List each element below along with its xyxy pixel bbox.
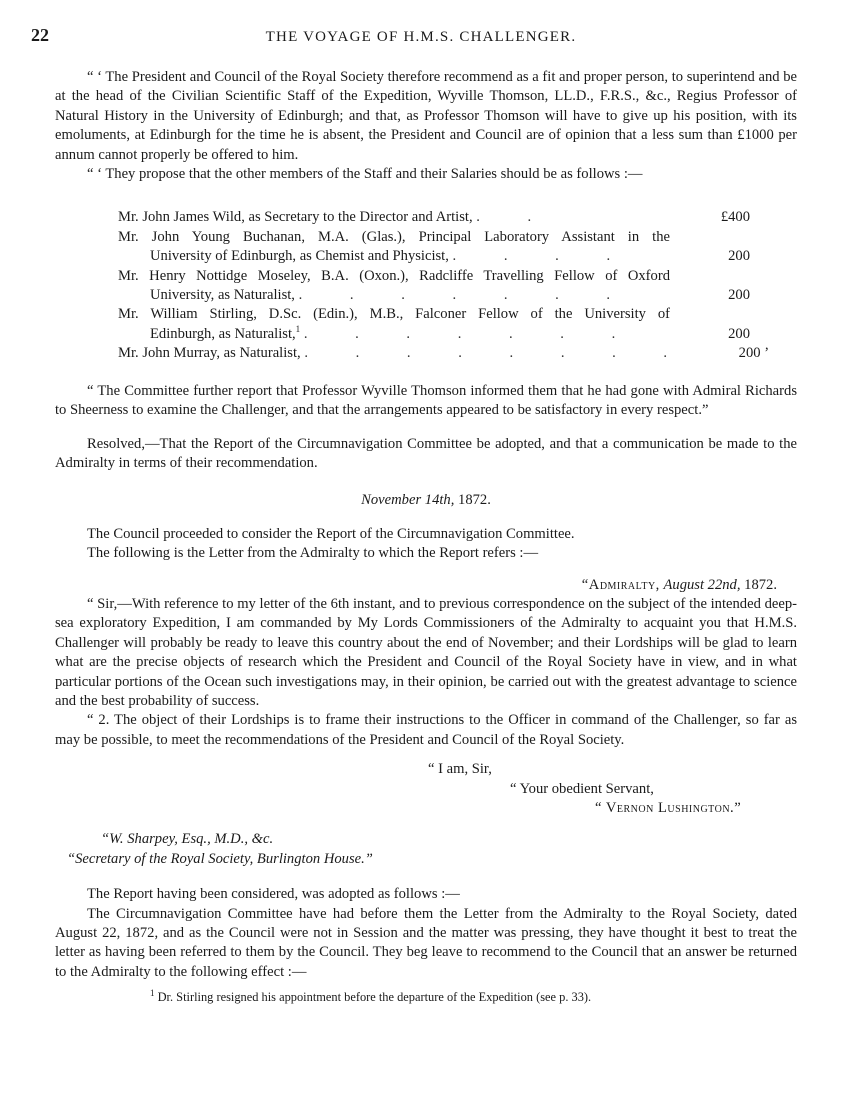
paragraph-staff-intro: “ ‘ They propose that the other members of the Staff and their Salaries should be as follows :— [87, 166, 643, 183]
page-number: 22 [31, 25, 49, 45]
staff-role: Edinburgh, as Naturalist, [150, 325, 296, 342]
staff-salary: £400 [720, 209, 750, 226]
meeting-date [55, 491, 797, 510]
staff-row [118, 208, 750, 227]
meeting-date-day: November 14th, [361, 492, 455, 509]
meeting-date-year: 1872. [454, 492, 491, 509]
dot-leader: . . . . . . . . [304, 345, 690, 362]
letter-addressee-title: “Secretary of the Royal Society, Burlington House.” [67, 850, 373, 867]
running-title: THE VOYAGE OF H.M.S. CHALLENGER. [265, 29, 577, 45]
paragraph-resolution: Resolved,—That the Report of the Circumnavigation Committee be adopted, and that a communication be made to the Admiralty in terms of their recommendation. [55, 435, 797, 471]
staff-salary: 200 [728, 287, 750, 304]
staff-name: Mr. John James Wild, as Secretary to the Director and Artist, [118, 209, 473, 226]
staff-row [118, 228, 750, 267]
staff-name: Mr. John Murray, as Naturalist, [118, 345, 301, 362]
staff-name: Mr. Henry Nottidge Moseley, B.A. (Oxon.), Radcliffe Travelling Fellow of Oxford [118, 267, 670, 284]
staff-role: University of Edinburgh, as Chemist and Physicist, [150, 248, 449, 265]
letter-addressee-name: “W. Sharpey, Esq., M.D., &c. [101, 831, 274, 848]
letter-paragraph-1: “ Sir,—With reference to my letter of the 6th instant, and to previous correspondence on the subject of the intended deep-sea exploratory Expedition, I am commanded by My Lords Commissioners of the Admiralty to acquaint you that H.M.S. Challenger will probably be ready to leave this country about the end of November; and their Lordships will be glad to learn what are the precise objects of research which the President and Council of the Royal Society have in view, and in what particular portions of the Ocean such investigations may, in their opinion, be carried out with the greatest advantage to science and the best probability of success. [55, 595, 797, 709]
staff-salary: 200 [728, 325, 750, 342]
letter-signature: “ Vernon Lushington.” [595, 800, 742, 816]
dot-leader: . . . . [452, 248, 633, 265]
staff-salary: 200 [728, 248, 750, 265]
letter-date-year: 1872. [740, 576, 777, 593]
staff-name: Mr. William Stirling, D.Sc. (Edin.), M.B., Falconer Fellow of the University of [118, 306, 670, 323]
dot-leader: . . . . . . . [303, 325, 638, 342]
page-header [31, 26, 811, 50]
paragraph-president-recommendation: “ ‘ The President and Council of the Royal Society therefore recommend as a fit and proper person, to superintend and be at the head of the Civilian Scientific Staff of the Expedition, Wyville Thomson, LL.D., F.R.S., &c., Regius Professor of Natural History in the University of Edinburgh; and that, as Professor Thomson will have to give up his position, with its emoluments, at Edinburgh for the time he is absent, the President and Council are of opinion that a less sum than £1000 per annum cannot properly be offered to him. [55, 69, 797, 163]
page-body [55, 68, 797, 1008]
footnote [150, 988, 797, 1007]
paragraph-letter-intro: The following is the Letter from the Admiralty to which the Report refers :— [87, 545, 539, 562]
letter-paragraph-2: “ 2. The object of their Lordships is to frame their instructions to the Officer in command of the Challenger, so far as may be possible, to meet the recommendations of the President and Council of the Royal Society. [55, 712, 797, 748]
letter-date-day: August 22nd, [663, 576, 741, 593]
staff-row [118, 344, 770, 363]
staff-row [118, 267, 750, 306]
dot-leader: . . [476, 209, 554, 226]
staff-salary-list [118, 208, 770, 363]
staff-row [118, 305, 750, 344]
paragraph-report-adopted: The Report having been considered, was adopted as follows :— [87, 886, 460, 903]
paragraph-committee-report: “ The Committee further report that Professor Wyville Thomson informed them that he had gone with Admiral Richards to Sheerness to examine the Challenger, and that the arrangements appeared to be satisfactory in every respect.” [55, 382, 797, 419]
staff-role: University, as Naturalist, [150, 287, 295, 304]
staff-salary: 200 ’ [738, 345, 770, 362]
letter-dateline [55, 576, 797, 595]
footnote-marker: 1 [295, 324, 301, 335]
footnote-number: 1 [150, 988, 155, 999]
letter-place: “Admiralty, [581, 576, 660, 593]
paragraph-committee-answer: The Circumnavigation Committee have had before them the Letter from the Admiralty to the Royal Society, dated August 22, 1872, and as the Council were not in Session and the matter was pressing, they have thought it best to treat the letter as having been referred to them by the Council. They beg leave to recommend to the Council that an answer be returned to the Admiralty to the following effect :— [55, 905, 797, 980]
staff-name: Mr. John Young Buchanan, M.A. (Glas.), Principal Laboratory Assistant in the [118, 228, 670, 245]
paragraph-council-proceeded: The Council proceeded to consider the Report of the Circumnavigation Committee. [87, 525, 575, 542]
footnote-text: Dr. Stirling resigned his appointment before the departure of the Expedition (see p. 33). [154, 990, 592, 1005]
dot-leader: . . . . . . . [298, 287, 633, 304]
letter-closing-servant: “ Your obedient Servant, [510, 780, 654, 797]
letter-closing-salutation: “ I am, Sir, [428, 761, 492, 778]
